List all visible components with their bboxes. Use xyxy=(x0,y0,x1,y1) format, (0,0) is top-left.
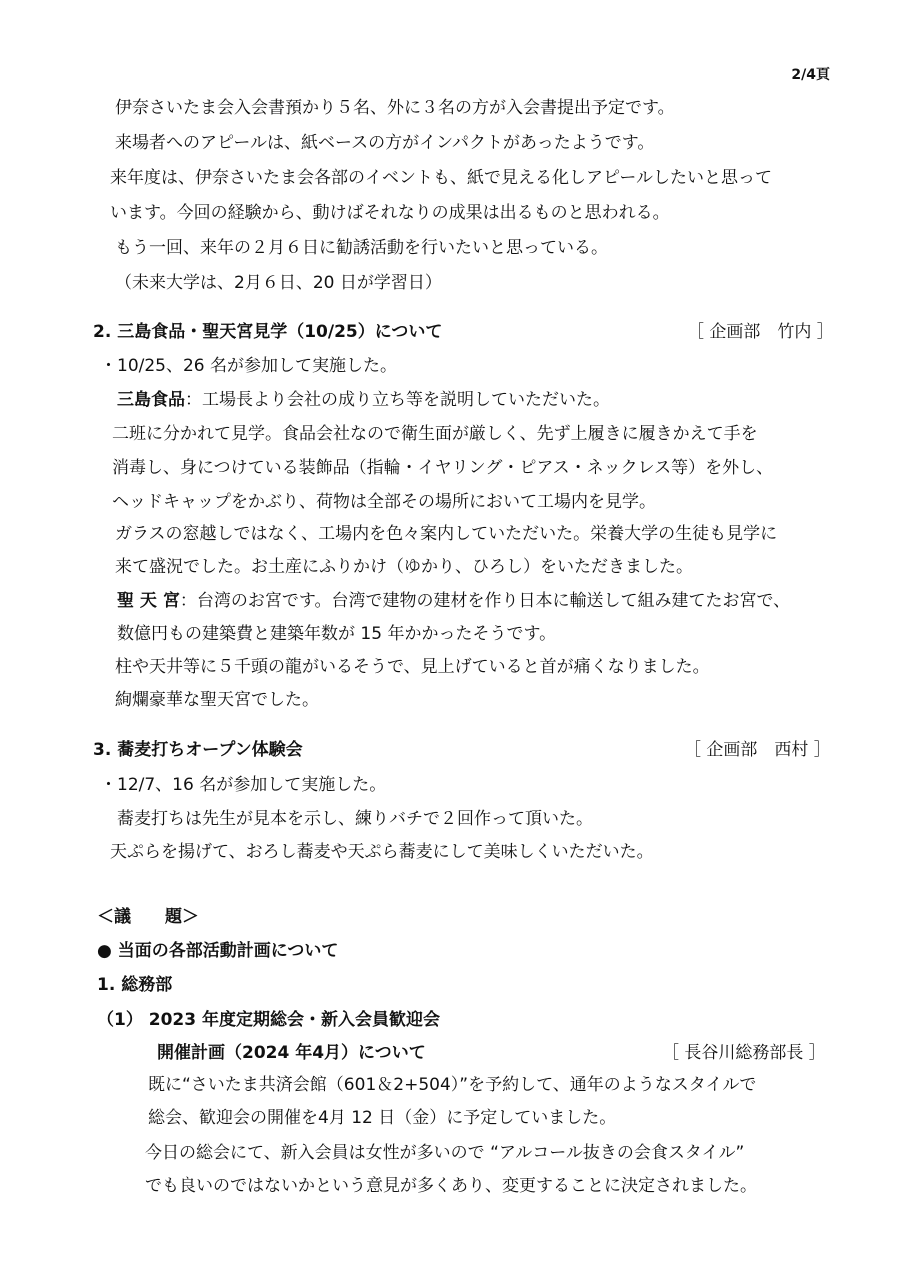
agenda-line: 今日の総会にて、新入会員は女性が多いので “アルコール抜きの会食スタイル” xyxy=(145,1143,745,1163)
mishima-text: ：工場長より会社の成り立ち等を説明していただいた。 xyxy=(185,390,610,410)
section-2-bullet: ・10/25、26 名が参加して実施した。 xyxy=(100,356,398,376)
section-3-title: 3. 蕎麦打ちオープン体験会 xyxy=(93,740,303,760)
section-2-line: 来て盛況でした。お土産にふりかけ（ゆかり、ひろし）をいただきました。 xyxy=(115,557,693,577)
agenda-line: でも良いのではないかという意見が多くあり、変更することに決定されました。 xyxy=(145,1176,757,1196)
section-2-line: ヘッドキャップをかぶり、荷物は全部その場所において工場内を見学。 xyxy=(112,492,656,512)
intro-line: （未来大学は、2月６日、20 日が学習日） xyxy=(115,273,442,293)
agenda-heading: ＜議 題＞ xyxy=(97,907,199,927)
shoten-text: ：台湾のお宮です。台湾で建物の建材を作り日本に輸送して組み建てたお宮で、 xyxy=(179,591,791,611)
section-3-line: 天ぷらを揚げて、おろし蕎麦や天ぷら蕎麦にして美味しくいただいた。 xyxy=(110,842,654,862)
section-2-title: 2. 三島食品・聖天宮見学（10/25）について xyxy=(93,322,443,342)
page-number: 2/4頁 xyxy=(791,67,830,83)
shoten-label: 聖 天 宮 xyxy=(117,591,180,611)
agenda-tag: ［ 長谷川総務部長 ］ xyxy=(662,1043,826,1063)
section-3-bullet: ・12/7、16 名が参加して実施した。 xyxy=(100,775,387,795)
shoten-line xyxy=(117,589,790,613)
mishima-line xyxy=(117,388,610,412)
agenda-dept: 1. 総務部 xyxy=(97,975,173,995)
agenda-item: ● 当面の各部活動計画について xyxy=(97,941,339,961)
agenda-plan: 開催計画（2024 年4月）について xyxy=(157,1043,426,1063)
agenda-line: 総会、歓迎会の開催を4月 12 日（金）に予定していました。 xyxy=(148,1108,617,1128)
agenda-sub: （1） 2023 年度定期総会・新入会員歓迎会 xyxy=(97,1010,440,1030)
section-2-line: 柱や天井等に５千頭の龍がいるそうで、見上げていると首が痛くなりました。 xyxy=(115,657,710,677)
section-2-line: ガラスの窓越しではなく、工場内を色々案内していただいた。栄養大学の生徒も見学に xyxy=(115,524,778,544)
intro-line: 来場者へのアピールは、紙ベースの方がインパクトがあったようです。 xyxy=(115,133,655,153)
section-2-line: 数億円もの建築費と建築年数が 15 年かかったそうです。 xyxy=(117,624,557,644)
section-2-line: 絢爛豪華な聖天宮でした。 xyxy=(115,690,319,710)
mishima-label: 三島食品 xyxy=(117,390,185,410)
intro-line: 伊奈さいたま会入会書預かり５名、外に３名の方が入会書提出予定です。 xyxy=(115,98,675,118)
section-2-line: 二班に分かれて見学。食品会社なので衛生面が厳しく、先ず上履きに履きかえて手を xyxy=(112,424,758,444)
intro-line: もう一回、来年の２月６日に勧誘活動を行いたいと思っている。 xyxy=(115,238,608,258)
section-2-tag: ［ 企画部 竹内 ］ xyxy=(687,322,834,342)
section-2-line: 消毒し、身につけている装飾品（指輪・イヤリング・ピアス・ネックレス等）を外し、 xyxy=(112,458,774,478)
intro-line: 来年度は、伊奈さいたま会各部のイベントも、紙で見える化しアピールしたいと思って xyxy=(110,168,772,188)
section-3-line: 蕎麦打ちは先生が見本を示し、練りバチで２回作って頂いた。 xyxy=(117,809,593,829)
section-3-tag: ［ 企画部 西村 ］ xyxy=(684,740,831,760)
agenda-line: 既に“さいたま共済会館（601＆2+504）”を予約して、通年のようなスタイルで xyxy=(148,1075,757,1095)
intro-line: います。今回の経験から、動けばそれなりの成果は出るものと思われる。 xyxy=(110,203,670,223)
